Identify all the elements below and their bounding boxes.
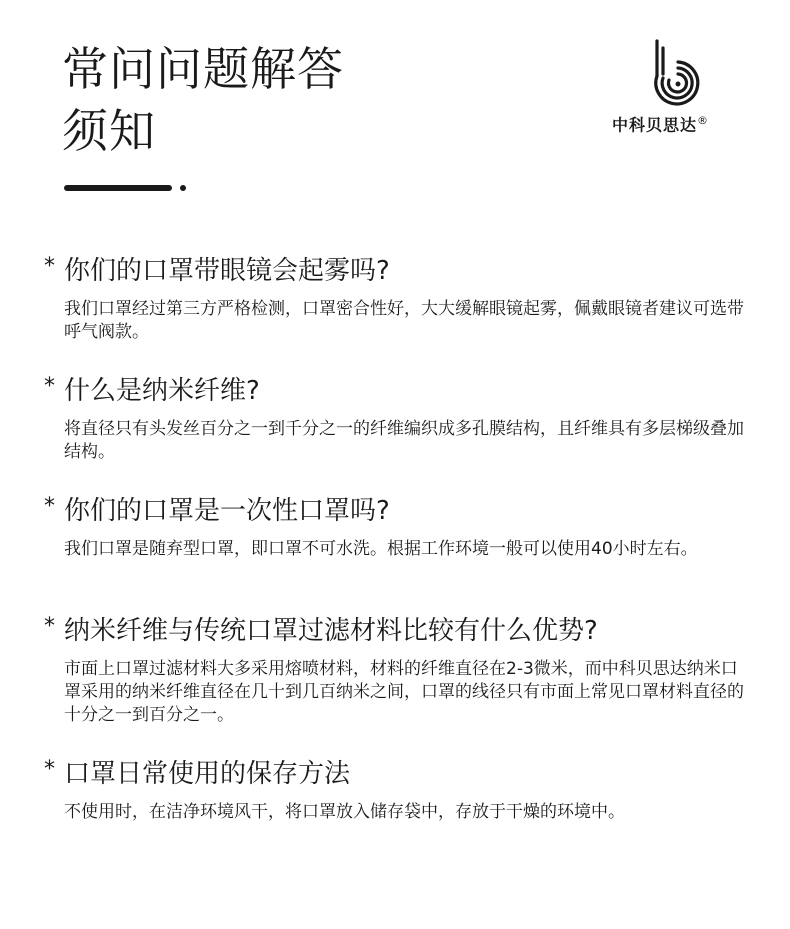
faq-question-text: 纳米纤维与传统口罩过滤材料比较有什么优势? [64,616,598,646]
page-title [62,38,344,162]
faq-question [44,494,754,528]
b-swirl-logo-icon [647,38,709,110]
faq-question-text: 你们的口罩带眼镜会起雾吗? [64,256,390,286]
brand-logo [612,38,744,138]
faq-item [44,494,754,561]
faq-question [44,374,754,408]
title-underline-bar [64,185,172,191]
faq-answer: 将直径只有头发丝百分之一到千分之一的纤维编织成多孔膜结构，且纤维具有多层梯级叠加结构。 [64,419,744,462]
faq-item [44,757,754,824]
faq-answer: 我们口罩是随弃型口罩，即口罩不可水洗。根据工作环境一般可以使用40小时左右。 [64,539,698,559]
faq-question [44,757,754,791]
faq-item [44,374,754,464]
faq-question [44,254,754,288]
page-title-line-2: 须知 [62,104,156,158]
faq-question-text: 什么是纳米纤维? [64,376,260,406]
faq-answer: 不使用时，在洁净环境风干，将口罩放入储存袋中，存放于干燥的环境中。 [64,802,625,822]
page-title-line-1: 常问问题解答 [62,42,344,96]
faq-bullet-star: * [44,757,55,782]
faq-bullet-star: * [44,374,55,399]
registered-mark: ® [697,114,710,127]
title-underline-dot [180,185,186,191]
faq-item [44,254,754,344]
faq-question [44,614,754,648]
faq-answer: 市面上口罩过滤材料大多采用熔喷材料，材料的纤维直径在2-3微米，而中科贝思达纳米口罩采用的纳米纤维直径在几十到几百纳米之间，口罩的线径只有市面上常见口罩材料直径的十分之一到百分之一。 [64,659,744,725]
brand-name [612,110,709,136]
faq-bullet-star: * [44,614,55,639]
faq-question-text: 你们的口罩是一次性口罩吗? [64,496,390,526]
brand-name-text: 中科贝思达 [612,115,698,135]
faq-item [44,614,754,727]
faq-question-text: 口罩日常使用的保存方法 [64,759,351,789]
faq-bullet-star: * [44,254,55,279]
faq-bullet-star: * [44,494,55,519]
faq-answer: 我们口罩经过第三方严格检测，口罩密合性好，大大缓解眼镜起雾，佩戴眼镜者建议可选带呼气阀款。 [64,299,744,342]
